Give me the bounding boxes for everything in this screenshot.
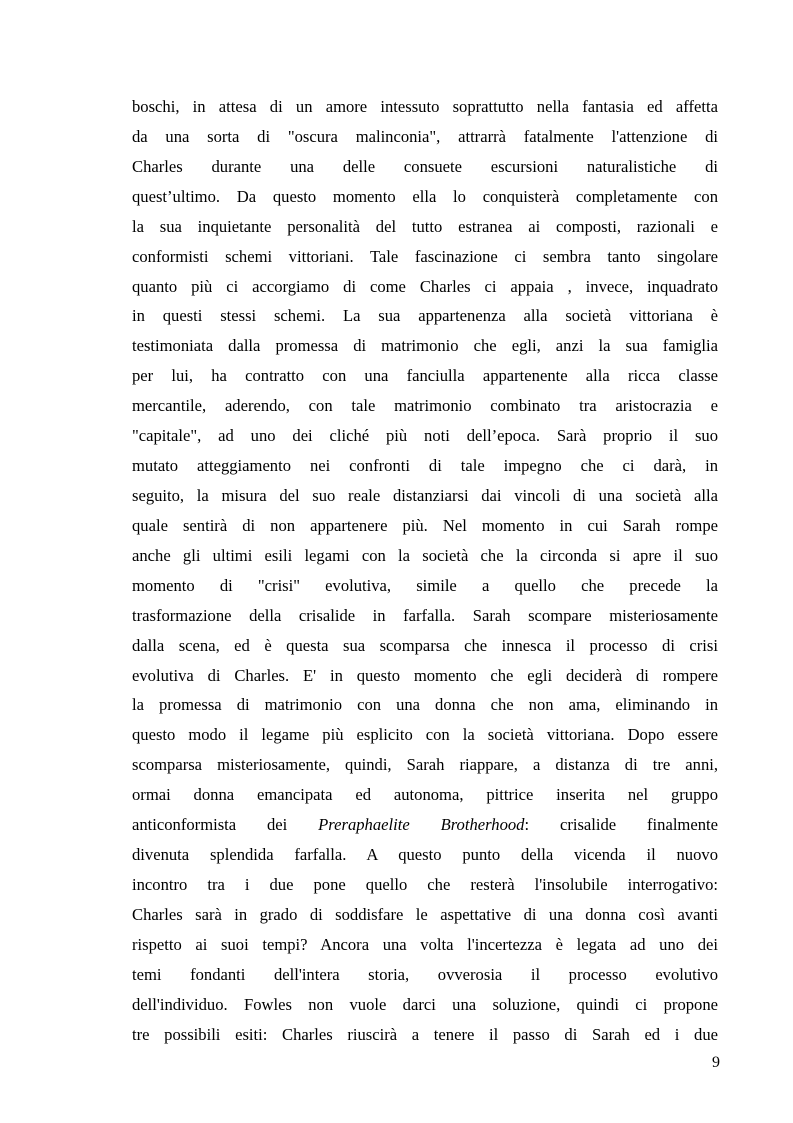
text-line: la promessa di matrimonio con una donna che non ama, eliminando in [132,695,718,715]
text-line: incontro tra i due pone quello che resterà l'insolubile interrogativo: [132,874,718,894]
body-text [132,92,718,1050]
text-line: momento di "crisi" evolutiva, simile a quello che precede la [132,575,718,595]
text-line: dalla scena, ed è questa sua scomparsa che innesca il processo di crisi [132,635,718,655]
text-line: quanto più ci accorgiamo di come Charles ci appaia , invece, inquadrato [132,276,718,296]
text-line: conformisti schemi vittoriani. Tale fascinazione ci sembra tanto singolare [132,246,718,266]
text-line: Charles durante una delle consuete escursioni naturalistiche di [132,156,718,176]
text-line: mutato atteggiamento nei confronti di tale impegno che ci darà, in [132,456,718,476]
text-line-with-italic [132,810,718,840]
text-line: ormai donna emancipata ed autonoma, pittrice inserita nel gruppo [132,785,718,805]
text-line: tre possibili esiti: Charles riuscirà a tenere il passo di Sarah ed i due [132,1024,718,1044]
text-line: divenuta splendida farfalla. A questo punto della vicenda il nuovo [132,845,718,865]
text-segment: anticonformista dei [132,815,319,835]
text-line: boschi, in attesa di un amore intessuto soprattutto nella fantasia ed affetta [132,97,718,116]
text-line: questo modo il legame più esplicito con la società vittoriana. Dopo essere [132,725,718,745]
text-line: anche gli ultimi esili legami con la società che la circonda si apre il suo [132,545,718,565]
text-line: la sua inquietante personalità del tutto estranea ai composti, razionali e [132,216,718,236]
text-line: Charles sarà in grado di soddisfare le aspettative di una donna così avanti [132,904,718,924]
text-line: trasformazione della crisalide in farfalla. Sarah scompare misteriosamente [132,605,718,625]
text-line: evolutiva di Charles. E' in questo momento che egli deciderà di rompere [132,665,718,685]
text-line: scomparsa misteriosamente, quindi, Sarah riappare, a distanza di tre anni, [132,755,718,775]
text-line: mercantile, aderendo, con tale matrimonio combinato tra aristocrazia e [132,396,718,416]
text-line: testimoniata dalla promessa di matrimonio che egli, anzi la sua famiglia [132,336,718,356]
page-number: 9 [712,1054,720,1071]
text-line: dell'individuo. Fowles non vuole darci una soluzione, quindi ci propone [132,994,718,1014]
text-segment: : crisalide finalmente [524,815,718,835]
text-line: in questi stessi schemi. La sua appartenenza alla società vittoriana è [132,306,718,326]
text-line: "capitale", ad uno dei cliché più noti dell’epoca. Sarà proprio il suo [132,426,718,446]
text-line: seguito, la misura del suo reale distanziarsi dai vincoli di una società alla [132,485,718,505]
text-line: per lui, ha contratto con una fanciulla appartenente alla ricca classe [132,366,718,386]
text-line: rispetto ai suoi tempi? Ancora una volta l'incertezza è legata ad uno dei [132,934,718,954]
text-line: quale sentirà di non appartenere più. Nel momento in cui Sarah rompe [132,515,718,535]
italic-title: Preraphaelite Brotherhood [318,815,525,835]
text-line: temi fondanti dell'intera storia, ovverosia il processo evolutivo [132,964,718,984]
text-line: da una sorta di "oscura malinconia", attrarrà fatalmente l'attenzione di [132,126,718,146]
text-line: quest’ultimo. Da questo momento ella lo conquisterà completamente con [132,186,718,206]
